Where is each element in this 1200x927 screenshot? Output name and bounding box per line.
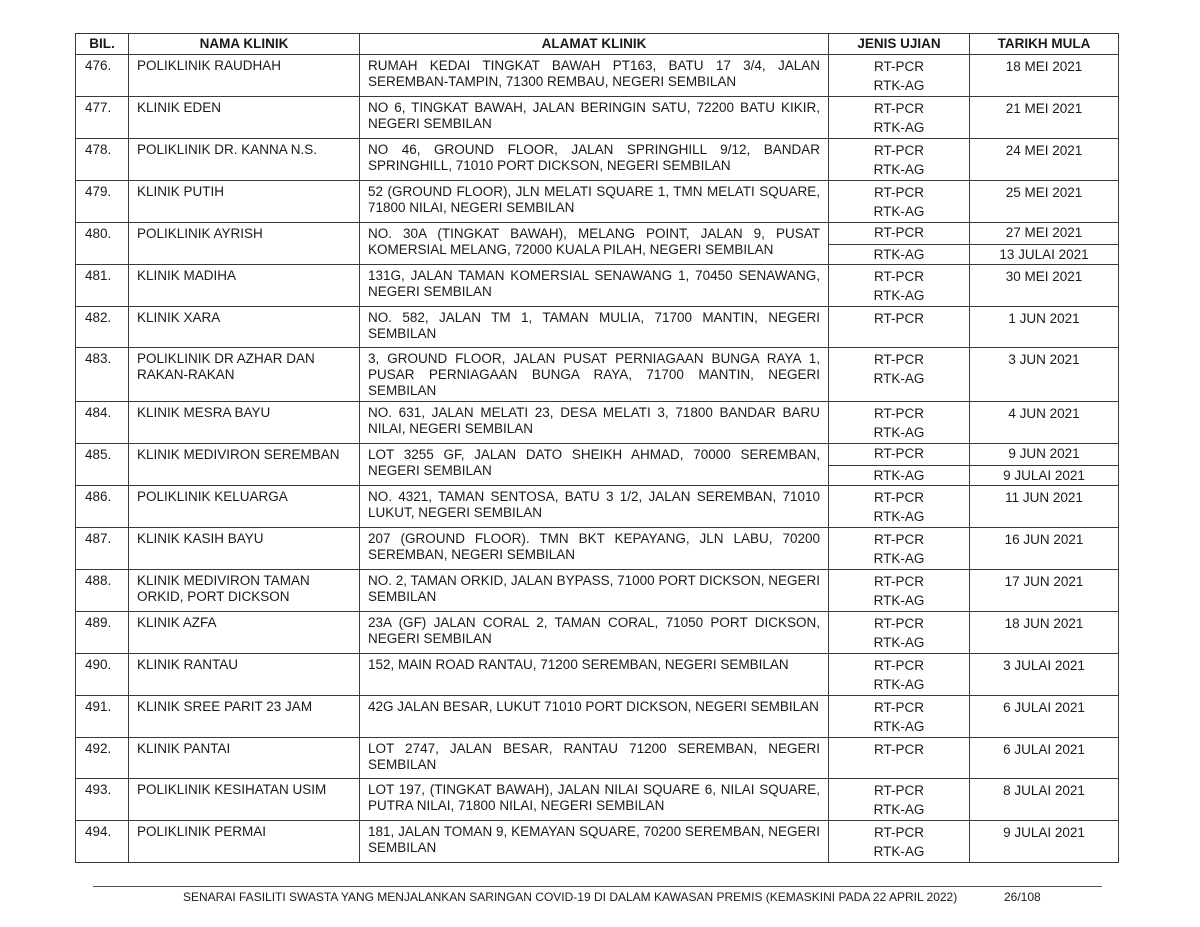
start-date: 1 JUN 2021 [970, 307, 1119, 348]
test-type: RTK-AG [873, 120, 925, 135]
start-date: 16 JUN 2021 [970, 528, 1119, 570]
row-number: 478. [76, 139, 129, 181]
clinic-address: 52 (GROUND FLOOR), JLN MELATI SQUARE 1, TMN MELATI SQUARE, 71800 NILAI, NEGERI SEMBILAN [360, 181, 829, 223]
start-date: 4 JUN 2021 [970, 402, 1119, 444]
test-type: RT-PCR [873, 101, 924, 116]
row-number: 481. [76, 265, 129, 307]
clinic-name: KLINIK EDEN [129, 97, 360, 139]
header-test-type: JENIS UJIAN [829, 34, 970, 55]
clinic-name: POLIKLINIK PERMAI [129, 821, 360, 863]
table-row [76, 654, 1119, 696]
test-type: RTK-AG [873, 677, 925, 692]
clinic-name: KLINIK MEDIVIRON TAMAN ORKID, PORT DICKSON [129, 570, 360, 612]
start-date: 3 JUN 2021 [970, 348, 1119, 402]
test-type: RTK-AG [873, 371, 925, 386]
test-type: RTK-AG [873, 425, 925, 440]
table-row [76, 444, 1119, 486]
test-type-cell [829, 402, 970, 444]
table-row [76, 181, 1119, 223]
table-header-row [76, 34, 1119, 55]
row-number: 492. [76, 738, 129, 779]
row-number: 477. [76, 97, 129, 139]
test-type-cell [829, 307, 970, 348]
test-type: RT-PCR [873, 532, 924, 547]
clinic-address: NO. 4321, TAMAN SENTOSA, BATU 3 1/2, JALAN SEREMBAN, 71010 LUKUT, NEGERI SEMBILAN [360, 486, 829, 528]
table-row [76, 223, 1119, 265]
test-type: RT-PCR [873, 352, 924, 367]
test-type: RTK-AG [873, 719, 925, 734]
table-row [76, 612, 1119, 654]
row-number: 485. [76, 444, 129, 486]
clinic-address: RUMAH KEDAI TINGKAT BAWAH PT163, BATU 17 3/4, JALAN SEREMBAN-TAMPIN, 71300 REMBAU, NEGERI SEMBILAN [360, 55, 829, 97]
test-type: RT-PCR [829, 223, 969, 245]
clinic-address: NO. 631, JALAN MELATI 23, DESA MELATI 3, 71800 BANDAR BARU NILAI, NEGERI SEMBILAN [360, 402, 829, 444]
start-date-cell [970, 444, 1119, 486]
test-type-cell [829, 528, 970, 570]
table-row [76, 821, 1119, 863]
table-row [76, 779, 1119, 821]
start-date: 17 JUN 2021 [970, 570, 1119, 612]
start-date: 6 JULAI 2021 [970, 738, 1119, 779]
clinic-address: 207 (GROUND FLOOR). TMN BKT KEPAYANG, JLN LABU, 70200 SEREMBAN, NEGERI SEMBILAN [360, 528, 829, 570]
clinic-name: KLINIK AZFA [129, 612, 360, 654]
clinic-address: LOT 2747, JALAN BESAR, RANTAU 71200 SEREMBAN, NEGERI SEMBILAN [360, 738, 829, 779]
row-number: 476. [76, 55, 129, 97]
clinic-name: KLINIK SREE PARIT 23 JAM [129, 696, 360, 738]
test-type: RT-PCR [873, 269, 924, 284]
test-type: RT-PCR [873, 783, 924, 798]
row-number: 491. [76, 696, 129, 738]
header-start-date: TARIKH MULA [970, 34, 1119, 55]
clinic-name: POLIKLINIK KESIHATAN USIM [129, 779, 360, 821]
start-date: 9 JUN 2021 [970, 444, 1118, 466]
clinic-address: NO. 30A (TINGKAT BAWAH), MELANG POINT, JALAN 9, PUSAT KOMERSIAL MELANG, 72000 KUALA PILAH, NEGERI SEMBILAN [360, 223, 829, 265]
table-row [76, 97, 1119, 139]
test-type-cell [829, 486, 970, 528]
start-date: 13 JULAI 2021 [999, 247, 1089, 262]
start-date: 18 JUN 2021 [970, 612, 1119, 654]
clinic-address: 131G, JALAN TAMAN KOMERSIAL SENAWANG 1, 70450 SENAWANG, NEGERI SEMBILAN [360, 265, 829, 307]
clinic-name: KLINIK KASIH BAYU [129, 528, 360, 570]
table-row [76, 265, 1119, 307]
clinic-name: KLINIK RANTAU [129, 654, 360, 696]
table-row [76, 348, 1119, 402]
test-type-cell [829, 265, 970, 307]
start-date: 9 JULAI 2021 [1003, 468, 1085, 483]
clinic-name: KLINIK PANTAI [129, 738, 360, 779]
clinic-address: NO. 582, JALAN TM 1, TAMAN MULIA, 71700 MANTIN, NEGERI SEMBILAN [360, 307, 829, 348]
row-number: 483. [76, 348, 129, 402]
start-date: 27 MEI 2021 [970, 223, 1118, 245]
test-type: RTK-AG [873, 844, 925, 859]
start-date: 3 JULAI 2021 [970, 654, 1119, 696]
footer-divider [93, 886, 1102, 887]
clinic-name: POLIKLINIK RAUDHAH [129, 55, 360, 97]
clinic-name: POLIKLINIK DR AZHAR DAN RAKAN-RAKAN [129, 348, 360, 402]
test-type-cell [829, 570, 970, 612]
test-type: RT-PCR [873, 742, 924, 757]
page-number: 26/108 [1004, 890, 1041, 904]
start-date: 8 JULAI 2021 [970, 779, 1119, 821]
test-type: RT-PCR [873, 825, 924, 840]
clinic-address: 42G JALAN BESAR, LUKUT 71010 PORT DICKSON, NEGERI SEMBILAN [360, 696, 829, 738]
clinic-address: NO 6, TINGKAT BAWAH, JALAN BERINGIN SATU, 72200 BATU KIKIR, NEGERI SEMBILAN [360, 97, 829, 139]
clinic-address: 23A (GF) JALAN CORAL 2, TAMAN CORAL, 71050 PORT DICKSON, NEGERI SEMBILAN [360, 612, 829, 654]
test-type-cell [829, 348, 970, 402]
start-date: 9 JULAI 2021 [970, 821, 1119, 863]
test-type-cell [829, 97, 970, 139]
start-date: 24 MEI 2021 [970, 139, 1119, 181]
test-type: RT-PCR [873, 59, 924, 74]
start-date: 6 JULAI 2021 [970, 696, 1119, 738]
table-body [76, 55, 1119, 863]
test-type-cell [829, 821, 970, 863]
test-type: RTK-AG [873, 204, 925, 219]
row-number: 487. [76, 528, 129, 570]
clinic-address: LOT 3255 GF, JALAN DATO SHEIKH AHMAD, 70000 SEREMBAN, NEGERI SEMBILAN [360, 444, 829, 486]
clinic-address: 181, JALAN TOMAN 9, KEMAYAN SQUARE, 70200 SEREMBAN, NEGERI SEMBILAN [360, 821, 829, 863]
test-type-cell [829, 612, 970, 654]
row-number: 480. [76, 223, 129, 265]
table-row [76, 570, 1119, 612]
test-type-cell [829, 779, 970, 821]
footer-title: SENARAI FASILITI SWASTA YANG MENJALANKAN SARINGAN COVID-19 DI DALAM KAWASAN PREMIS (KEMASKINI PADA 22 APRIL 2022) [183, 890, 958, 904]
row-number: 493. [76, 779, 129, 821]
test-type-cell [829, 181, 970, 223]
test-type-cell [829, 444, 970, 486]
start-date: 18 MEI 2021 [970, 55, 1119, 97]
test-type-cell [829, 55, 970, 97]
test-type-cell [829, 696, 970, 738]
row-number: 486. [76, 486, 129, 528]
test-type: RTK-AG [873, 162, 925, 177]
row-number: 488. [76, 570, 129, 612]
clinic-address: LOT 197, (TINGKAT BAWAH), JALAN NILAI SQUARE 6, NILAI SQUARE, PUTRA NILAI, 71800 NILAI, NEGERI SEMBILAN [360, 779, 829, 821]
test-type: RT-PCR [873, 490, 924, 505]
row-number: 489. [76, 612, 129, 654]
table-row [76, 55, 1119, 97]
test-type: RTK-AG [873, 247, 925, 262]
row-number: 494. [76, 821, 129, 863]
test-type: RT-PCR [873, 574, 924, 589]
start-date: 30 MEI 2021 [970, 265, 1119, 307]
test-type-cell [829, 738, 970, 779]
test-type: RTK-AG [873, 551, 925, 566]
test-type: RT-PCR [873, 700, 924, 715]
test-type: RTK-AG [873, 593, 925, 608]
row-number: 479. [76, 181, 129, 223]
clinic-list-table [75, 33, 1119, 863]
row-number: 490. [76, 654, 129, 696]
clinic-address: 152, MAIN ROAD RANTAU, 71200 SEREMBAN, NEGERI SEMBILAN [360, 654, 829, 696]
start-date: 11 JUN 2021 [970, 486, 1119, 528]
clinic-name: POLIKLINIK AYRISH [129, 223, 360, 265]
clinic-address: NO. 2, TAMAN ORKID, JALAN BYPASS, 71000 PORT DICKSON, NEGERI SEMBILAN [360, 570, 829, 612]
table-row [76, 402, 1119, 444]
test-type: RT-PCR [873, 143, 924, 158]
test-type: RTK-AG [873, 509, 925, 524]
test-type: RT-PCR [873, 311, 924, 326]
table-row [76, 738, 1119, 779]
clinic-name: KLINIK PUTIH [129, 181, 360, 223]
table-row [76, 486, 1119, 528]
start-date-cell [970, 223, 1119, 265]
test-type: RT-PCR [873, 658, 924, 673]
clinic-name: KLINIK MADIHA [129, 265, 360, 307]
table-header [76, 34, 1119, 55]
test-type: RTK-AG [873, 635, 925, 650]
row-number: 482. [76, 307, 129, 348]
test-type-cell [829, 654, 970, 696]
test-type-cell [829, 223, 970, 265]
table-row [76, 528, 1119, 570]
test-type: RT-PCR [873, 185, 924, 200]
test-type: RTK-AG [873, 78, 925, 93]
test-type: RT-PCR [873, 406, 924, 421]
clinic-address: NO 46, GROUND FLOOR, JALAN SPRINGHILL 9/12, BANDAR SPRINGHILL, 71010 PORT DICKSON, NEGERI SEMBILAN [360, 139, 829, 181]
test-type: RTK-AG [873, 288, 925, 303]
row-number: 484. [76, 402, 129, 444]
clinic-name: KLINIK MEDIVIRON SEREMBAN [129, 444, 360, 486]
clinic-address: 3, GROUND FLOOR, JALAN PUSAT PERNIAGAAN BUNGA RAYA 1, PUSAR PERNIAGAAN BUNGA RAYA, 71700 MANTIN, NEGERI SEMBILAN [360, 348, 829, 402]
test-type: RT-PCR [873, 616, 924, 631]
clinic-name: KLINIK MESRA BAYU [129, 402, 360, 444]
header-clinic-address: ALAMAT KLINIK [360, 34, 829, 55]
test-type: RTK-AG [873, 468, 925, 483]
start-date: 25 MEI 2021 [970, 181, 1119, 223]
start-date: 21 MEI 2021 [970, 97, 1119, 139]
clinic-name: POLIKLINIK DR. KANNA N.S. [129, 139, 360, 181]
header-bil: BIL. [76, 34, 129, 55]
table-row [76, 307, 1119, 348]
test-type: RTK-AG [873, 802, 925, 817]
clinic-name: KLINIK XARA [129, 307, 360, 348]
test-type-cell [829, 139, 970, 181]
test-type: RT-PCR [829, 444, 969, 466]
clinic-name: POLIKLINIK KELUARGA [129, 486, 360, 528]
table-row [76, 139, 1119, 181]
header-clinic-name: NAMA KLINIK [129, 34, 360, 55]
table-row [76, 696, 1119, 738]
